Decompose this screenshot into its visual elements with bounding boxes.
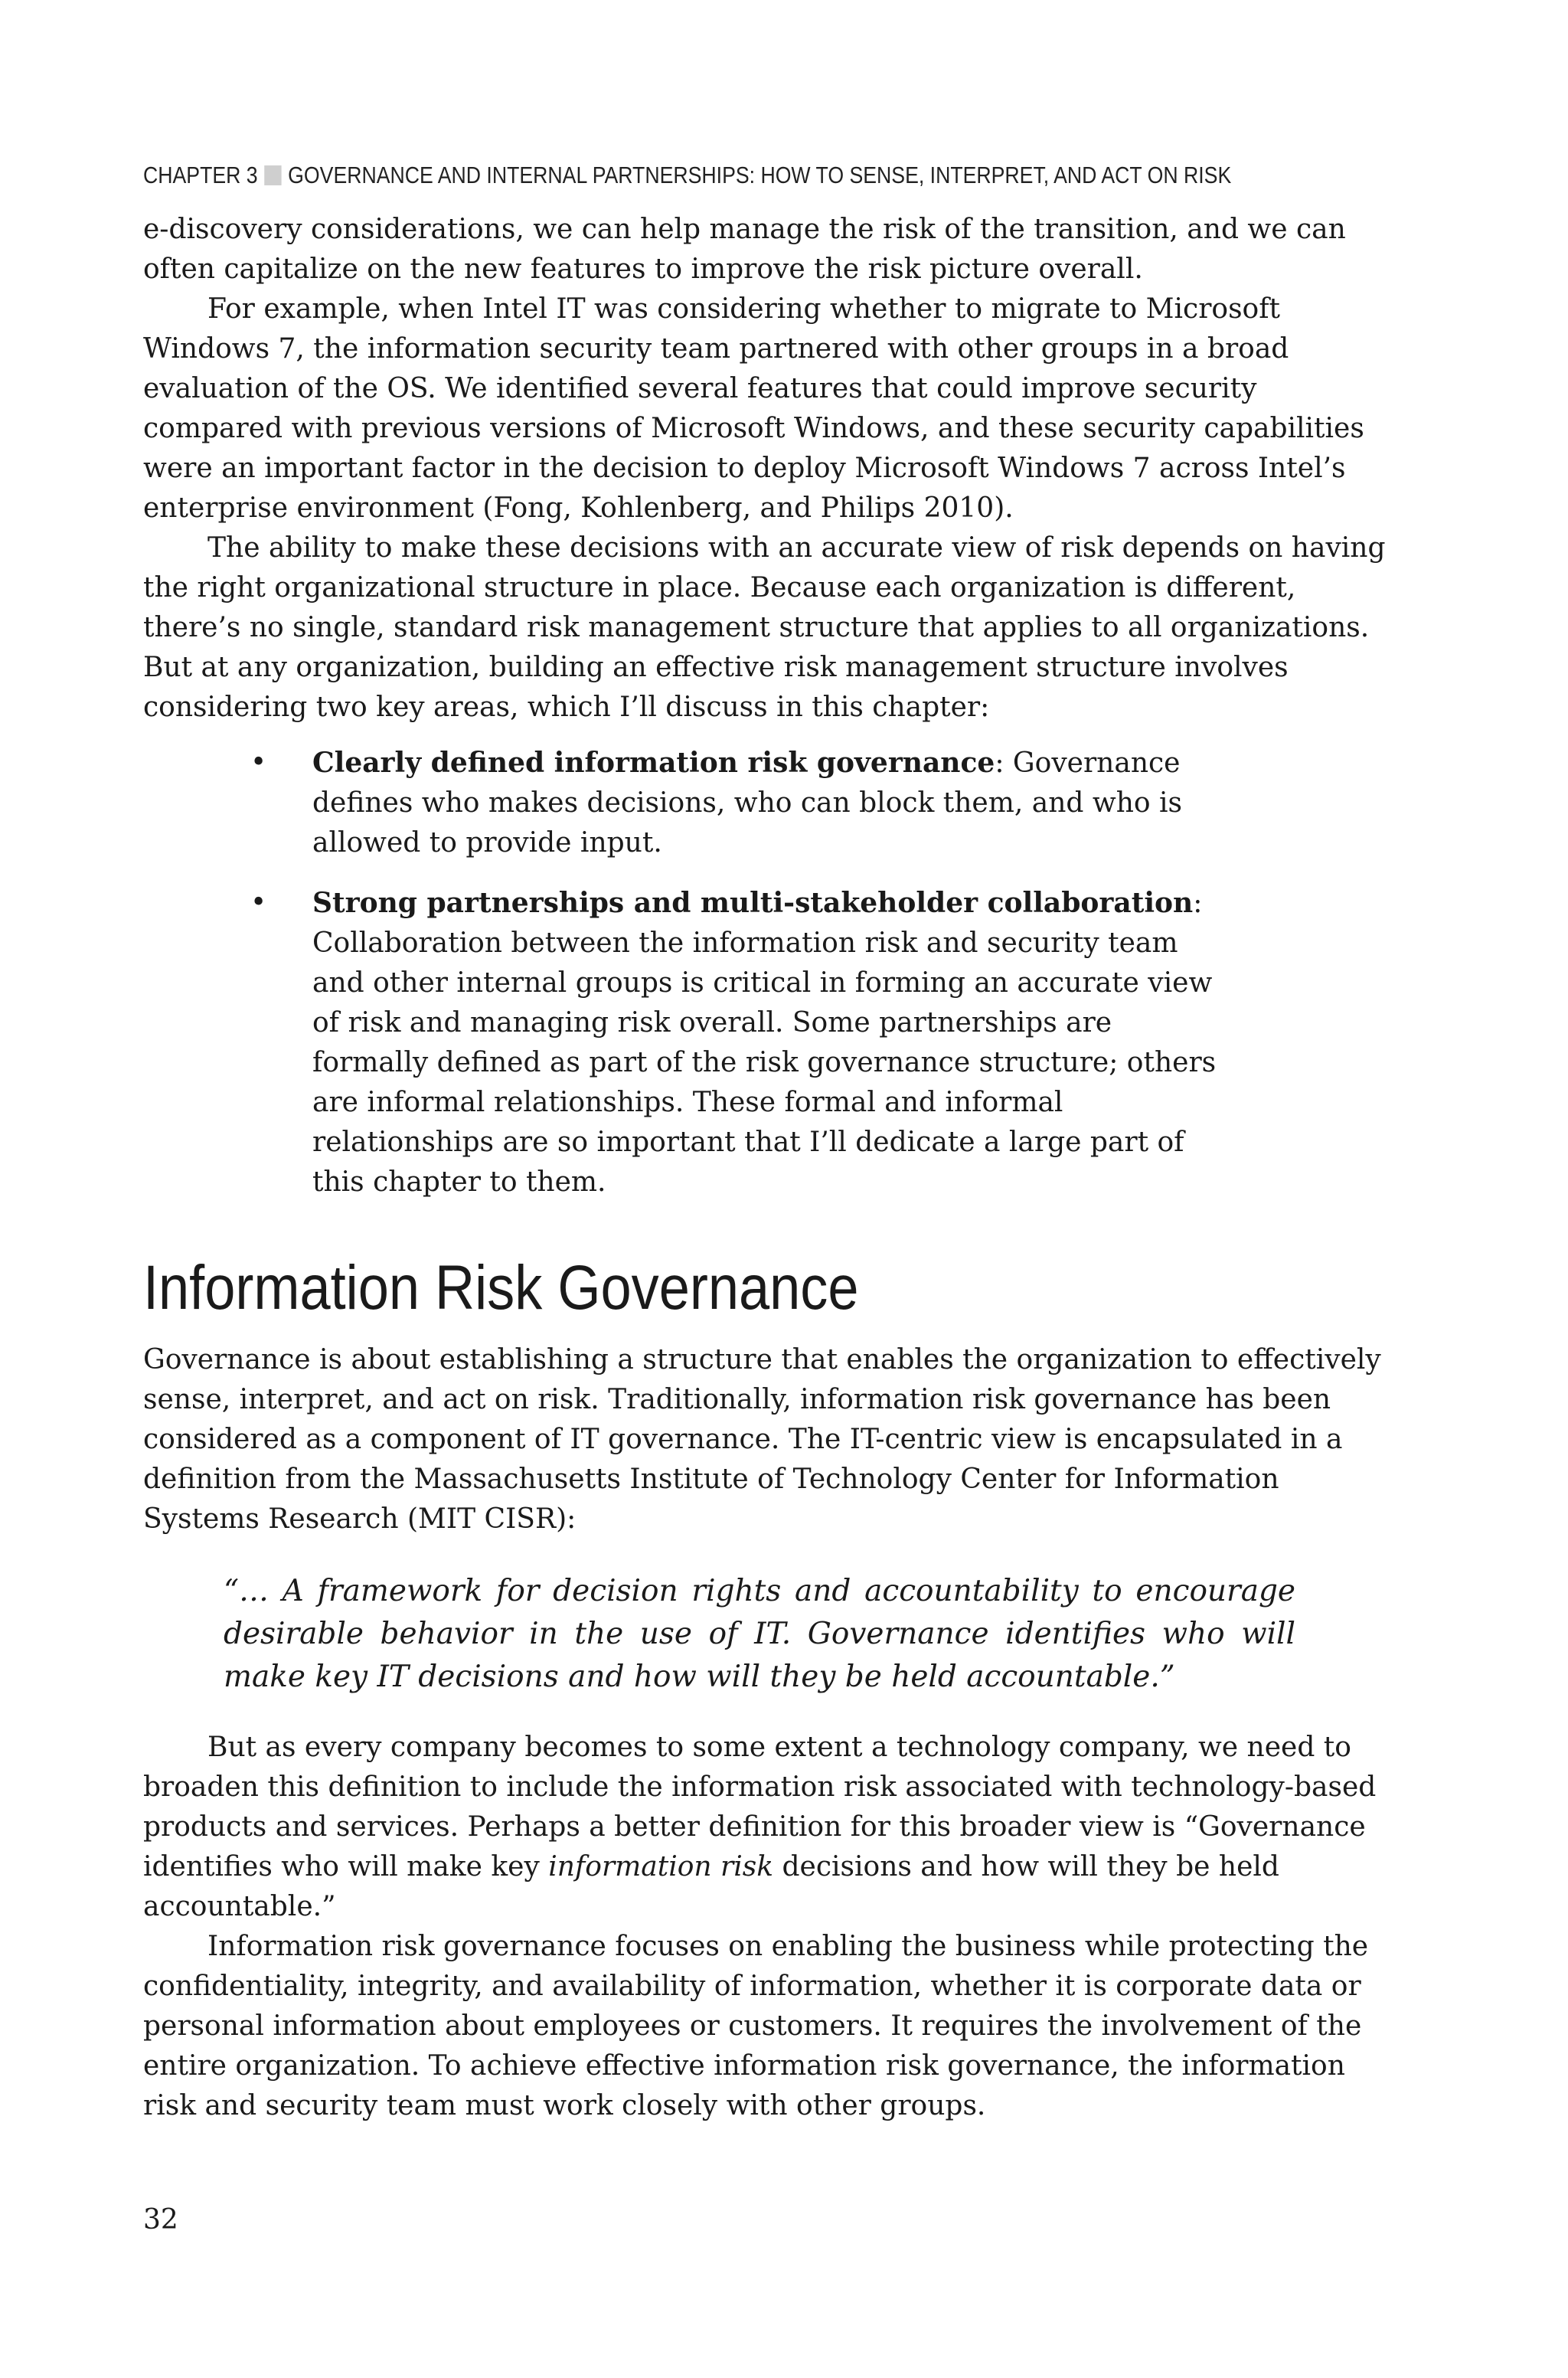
list-item — [143, 743, 1231, 863]
list-item-text: : Governance defines who makes decisions, who can block them, and who is allowed to provide input. — [312, 747, 1183, 859]
paragraph-risk-governance-focus: Information risk governance focuses on enabling the business while protecting the confidentiality, integrity, and availability of information, whether it is corporate data or personal information about employees or customers. It requires the involvement of the entire organization. To achieve effective information risk governance, the information risk and security team must work closely with other groups. — [143, 1931, 1369, 2121]
paragraph-governance-intro: Governance is about establishing a structure that enables the organization to effectively sense, interpret, and act on risk. Traditionally, information risk governance has been considered as a component of IT governance. The IT-centric view is encapsulated in a definition from the Massachusetts Institute of Technology Center for Information Systems Research (MIT CISR): — [143, 1344, 1381, 1535]
list-item — [143, 883, 1231, 1202]
paragraph-continuation: e-discovery considerations, we can help manage the risk of the transition, and we can often capitalize on the new features to improve the risk picture overall. — [143, 214, 1346, 285]
broaden-text-italic: information risk — [548, 1851, 774, 1882]
section-heading: Information Risk Governance — [143, 1253, 859, 1323]
mit-cisr-quote: “… A framework for decision rights and accountability to encourage desirable behavior in the use of IT. Governance identifies who will make key IT decisions and how will they be held accountable.” — [224, 1574, 1295, 1694]
page-number: 32 — [143, 2204, 178, 2236]
bullet-icon: • — [250, 747, 267, 778]
key-areas-list — [143, 743, 1387, 1202]
paragraph-organizational-structure: The ability to make these decisions with an accurate view of risk depends on having the right organizational structure in place. Because each organization is different, there’s no single, standard risk management structure that applies to all organizations. But at any organization, building an effective risk management structure involves considering two key areas, which I’ll discuss in this chapter: — [143, 532, 1386, 723]
list-item-term: Clearly defined information risk governance — [312, 747, 995, 779]
separator-square-icon — [264, 165, 281, 185]
running-head-chapter: CHAPTER 3 — [143, 162, 258, 188]
broaden-text-after: decisions and how will they be held accountable.” — [143, 1851, 1279, 1922]
list-item-text: : Collaboration between the information risk and security team and other internal groups is critical in forming an accurate view of risk and managing risk overall. Some partnerships are formally defined as part of the risk governance structure; others are informal relationships. These formal and informal relationships are so important that I’ll dedicate a large part of this chapter to them. — [312, 888, 1217, 1198]
section-body — [143, 1340, 1387, 1539]
running-head-title: GOVERNANCE AND INTERNAL PARTNERSHIPS: HOW TO SENSE, INTERPRET, AND ACT ON RISK — [288, 162, 1232, 188]
paragraph-intel-example: For example, when Intel IT was considering whether to migrate to Microsoft Windows 7, the information security team partnered with other groups in a broad evaluation of the OS. We identified several features that could improve security compared with previous versions of Microsoft Windows, and these security capabilities were an important factor in the decision to deploy Microsoft Windows 7 across Intel’s enterprise environment (Fong, Kohlenberg, and Philips 2010). — [143, 293, 1364, 524]
page-content — [143, 153, 1387, 2126]
paragraph-broaden-definition — [143, 1728, 1387, 1927]
section-body-continued — [143, 1728, 1387, 2126]
body-text — [143, 210, 1387, 1202]
broaden-text-before: But as every company becomes to some extent a technology company, we need to broaden this definition to include the information risk associated with technology-based products and services. Perhaps a better definition for this broader view is “Governance identifies who will make key — [143, 1732, 1377, 1882]
bullet-icon: • — [250, 887, 267, 918]
running-head — [143, 153, 1232, 198]
list-item-term: Strong partnerships and multi-stakeholder collaboration — [312, 887, 1194, 919]
